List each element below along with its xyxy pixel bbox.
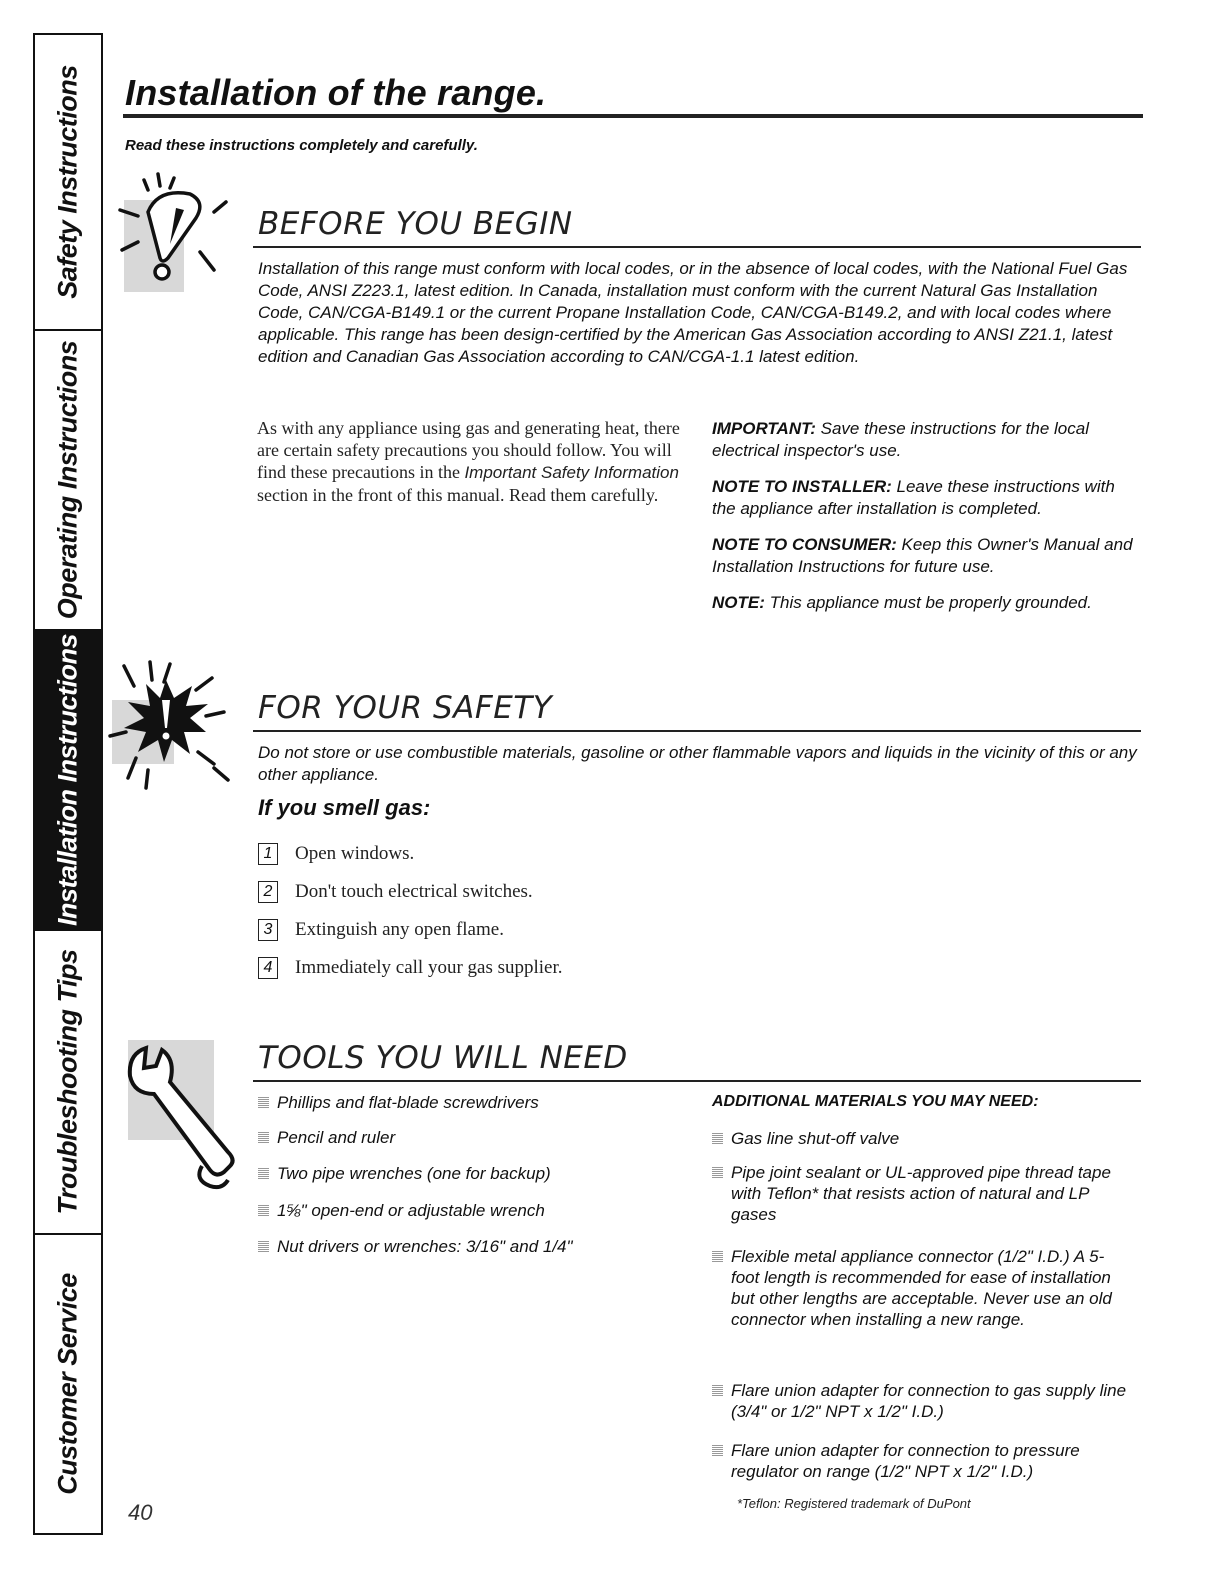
- tab-installation-instructions[interactable]: [35, 631, 101, 931]
- code-compliance-text: Installation of this range must conform with local codes, or in the absence of local codes, with the National Fuel Gas Code, ANSI Z223.1, latest edition. In Canada, installation must conform with the current Natural Gas Installation Code, CAN/CGA-B149.1 or the current Propane Installation Code, CAN/CGA-B149.2, and with local codes where applicable. This range has been design-certified by the American Gas Association according to ANSI Z21.1, latest edition and Canadian Gas Association according to CAN/CGA-1.1 latest edition.: [258, 259, 1128, 366]
- tool-item: [258, 1163, 678, 1184]
- bullet-icon: [258, 1205, 269, 1216]
- note-grounded: [712, 592, 1142, 614]
- material-text: Flexible metal appliance connector (1/2" I.D.) A 5-foot length is recommended for ease of installation but other lengths are acceptable. Never use an old connector when installing a new range.: [731, 1247, 1112, 1329]
- material-item: [712, 1162, 1122, 1225]
- bullet-icon: [258, 1132, 269, 1143]
- step-text: Don't touch electrical switches.: [295, 881, 533, 902]
- step-number: 1: [258, 843, 278, 865]
- tab-label: Installation Instructions: [52, 633, 83, 927]
- flammable-warning-text: Do not store or use combustible materials, gasoline or other flammable vapors and liquids in the vicinity of this or any other appliance.: [258, 743, 1137, 784]
- step-text: Open windows.: [295, 843, 415, 864]
- note-installer: [712, 476, 1142, 520]
- section-title-tools-you-will-need: TOOLS YOU WILL NEED: [258, 1040, 628, 1076]
- section-tabs: [33, 33, 103, 1535]
- bullet-icon: [712, 1385, 723, 1396]
- tool-item: [258, 1236, 678, 1257]
- tab-operating-instructions[interactable]: [35, 331, 101, 631]
- page-number: 40: [128, 1500, 153, 1525]
- tool-text: Pencil and ruler: [277, 1128, 396, 1147]
- tool-text: 1⅝" open-end or adjustable wrench: [277, 1201, 545, 1220]
- title-divider: [123, 114, 1143, 118]
- section-divider: [253, 730, 1141, 732]
- tool-item: [258, 1092, 678, 1113]
- tab-label: Customer Service: [52, 1273, 83, 1495]
- step-text: Immediately call your gas supplier.: [295, 957, 563, 978]
- additional-materials-heading: ADDITIONAL MATERIALS YOU MAY NEED:: [712, 1093, 1039, 1110]
- tool-item: [258, 1127, 678, 1148]
- step-number: 4: [258, 957, 278, 979]
- material-item: [712, 1440, 1142, 1482]
- note-text: Leave these instructions with the appliance after installation is completed.: [712, 477, 1115, 518]
- body-emphasis: Important Safety Information: [464, 463, 679, 482]
- installer-notes: [712, 418, 1142, 628]
- teflon-footnote: *Teflon: Registered trademark of DuPont: [737, 1496, 971, 1511]
- safety-precautions-text: [257, 417, 687, 506]
- bullet-icon: [712, 1445, 723, 1456]
- page-subtitle: Read these instructions completely and carefully.: [125, 137, 478, 154]
- section-title-before-you-begin: BEFORE YOU BEGIN: [258, 206, 573, 242]
- note-text: Save these instructions for the local electrical inspector's use.: [712, 419, 1089, 460]
- material-text: Pipe joint sealant or UL-approved pipe thread tape with Teflon* that resists action of natural and LP gases: [731, 1163, 1111, 1224]
- body-text: As with any appliance using gas and generating heat, there are certain safety precautions you should follow. You will find these precautions in the: [257, 418, 680, 482]
- note-important: [712, 418, 1142, 462]
- caution-icon: [118, 172, 238, 292]
- bullet-icon: [712, 1133, 723, 1144]
- bullet-icon: [258, 1241, 269, 1252]
- material-item: [712, 1380, 1142, 1422]
- material-text: Flare union adapter for connection to gas supply line (3/4" or 1/2" NPT x 1/2" I.D.): [731, 1381, 1127, 1421]
- bullet-icon: [258, 1168, 269, 1179]
- tab-label: Troubleshooting Tips: [52, 949, 83, 1215]
- body-text: section in the front of this manual. Read them carefully.: [257, 485, 659, 505]
- gas-step-4: [258, 956, 563, 980]
- tool-text: Two pipe wrenches (one for backup): [277, 1164, 551, 1183]
- material-text: Gas line shut-off valve: [731, 1129, 900, 1148]
- material-text: Flare union adapter for connection to pressure regulator on range (1/2" NPT x 1/2" I.D.): [731, 1441, 1080, 1481]
- bullet-icon: [712, 1167, 723, 1178]
- gas-smell-heading: If you smell gas:: [258, 795, 431, 820]
- gas-step-3: [258, 918, 504, 942]
- gas-step-1: [258, 842, 414, 866]
- note-lead: NOTE:: [712, 593, 765, 612]
- step-text: Extinguish any open flame.: [295, 919, 504, 940]
- note-text: Keep this Owner's Manual and Installation Instructions for future use.: [712, 535, 1133, 576]
- page-title: Installation of the range.: [125, 72, 547, 113]
- section-title-for-your-safety: FOR YOUR SAFETY: [258, 690, 553, 726]
- tab-label: Operating Instructions: [52, 340, 83, 620]
- step-number: 3: [258, 919, 278, 941]
- warning-burst-icon: [104, 660, 244, 790]
- note-lead: NOTE TO CONSUMER:: [712, 535, 897, 554]
- bullet-icon: [712, 1251, 723, 1262]
- wrench-icon: [118, 1030, 248, 1190]
- section-divider: [253, 246, 1141, 248]
- tab-customer-service[interactable]: [35, 1235, 101, 1533]
- note-lead: NOTE TO INSTALLER:: [712, 477, 892, 496]
- tab-safety-instructions[interactable]: [35, 35, 101, 331]
- step-number: 2: [258, 881, 278, 903]
- tool-text: Phillips and flat-blade screwdrivers: [277, 1093, 539, 1112]
- tool-text: Nut drivers or wrenches: 3/16" and 1/4": [277, 1237, 573, 1256]
- note-consumer: [712, 534, 1142, 578]
- gas-step-2: [258, 880, 533, 904]
- material-item: [712, 1246, 1122, 1330]
- tab-label: Safety Instructions: [52, 65, 83, 299]
- section-divider: [253, 1080, 1141, 1082]
- bullet-icon: [258, 1097, 269, 1108]
- note-text: This appliance must be properly grounded.: [764, 593, 1092, 612]
- tab-troubleshooting-tips[interactable]: [35, 931, 101, 1235]
- note-lead: IMPORTANT:: [712, 419, 816, 438]
- tool-item: [258, 1200, 678, 1221]
- material-item: [712, 1128, 1142, 1149]
